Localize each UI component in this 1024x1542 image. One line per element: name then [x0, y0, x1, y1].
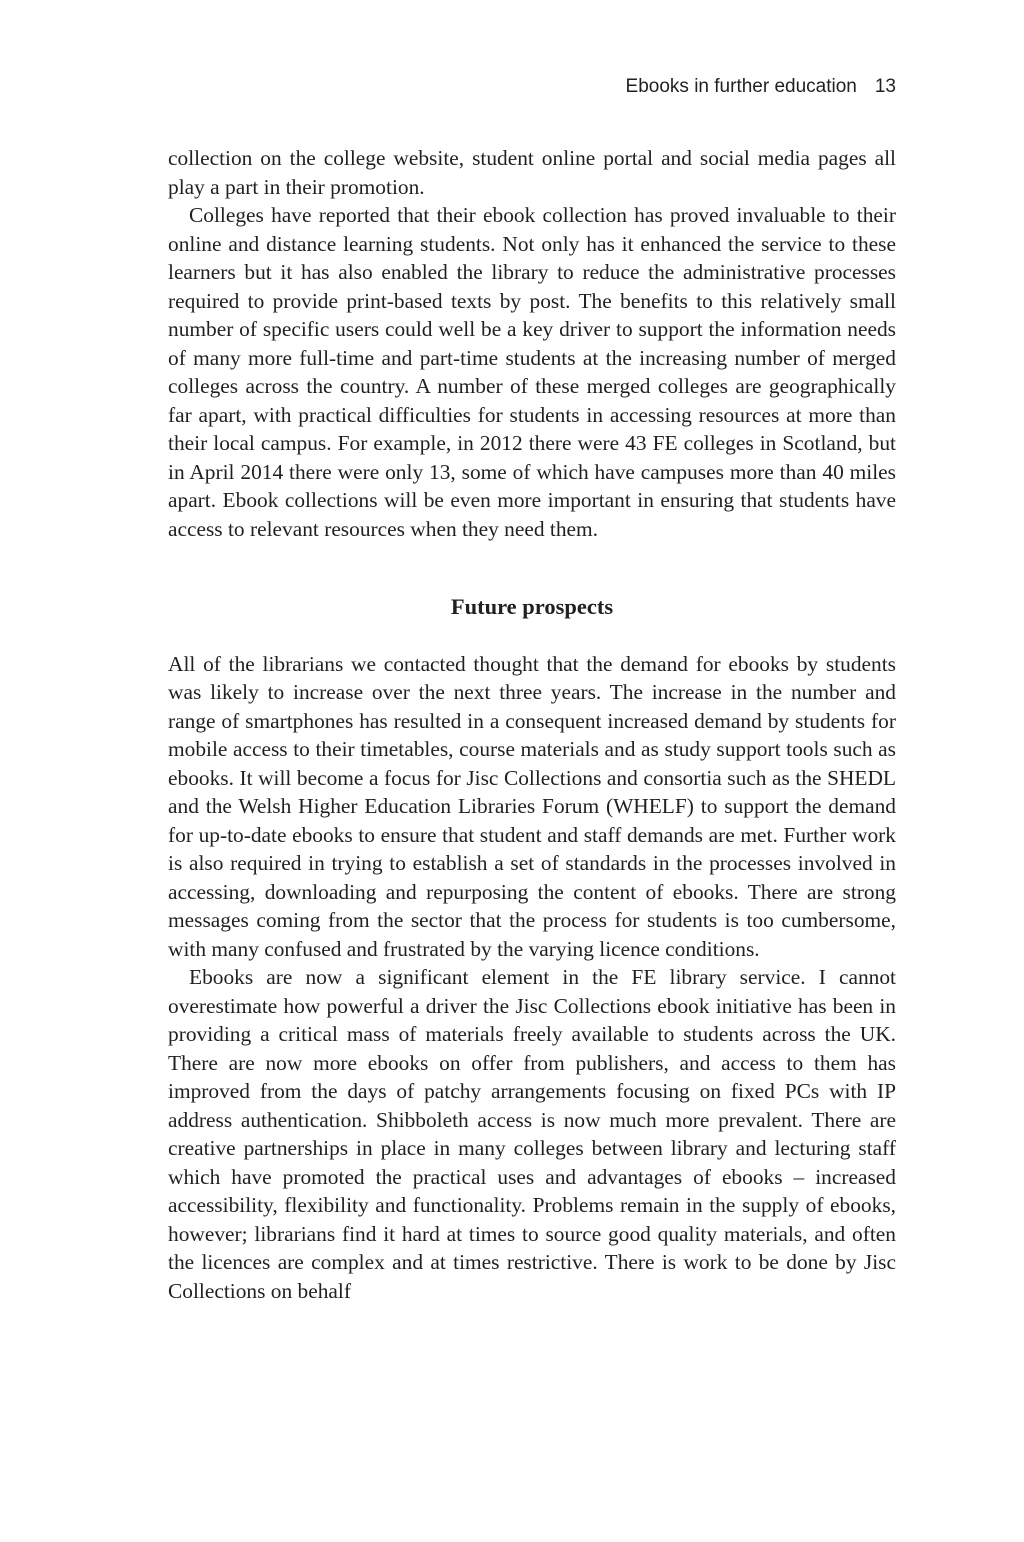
- section-heading: Future prospects: [450, 594, 614, 619]
- running-head-title: Ebooks in further education: [625, 76, 857, 97]
- paragraph-continued: collection on the college website, student online portal and social media pages all play a part in their promotion.: [168, 146, 896, 199]
- body-text: [168, 144, 896, 1305]
- running-head: [626, 74, 896, 100]
- page-number: 13: [874, 76, 896, 97]
- section-spacer: [168, 622, 896, 650]
- paragraph-distance-learning: Colleges have reported that their ebook collection has proved invaluable to their online and distance learning students. Not only has it enhanced the service to these learners but it has also enabled the library to reduce the administrative processes required to provide print-based texts by post. The benefits to this relatively small number of specific users could well be a key driver to support the information needs of many more full-time and part-time students at the increasing number of merged colleges across the country. A number of these merged colleges are geographically far apart, with practical difficulties for students in accessing resources at more than their local campus. For example, in 2012 there were 43 FE colleges in Scotland, but in April 2014 there were only 13, some of which have campuses more than 40 miles apart. Ebook collections will be even more important in ensuring that students have access to relevant resources when they need them.: [168, 203, 896, 541]
- section-spacer: [168, 543, 896, 593]
- paragraph-significance: Ebooks are now a significant element in the FE library service. I cannot overestimate how powerful a driver the Jisc Collections ebook initiative has been in providing a critical mass of materials freely available to students across the UK. There are now more ebooks on offer from publishers, and access to them has improved from the days of patchy arrangements focusing on fixed PCs with IP address authentication. Shibboleth access is now much more prevalent. There are creative partnerships in place in many colleges between library and lecturing staff which have promoted the practical uses and advantages of ebooks – increased accessibility, flexibility and functionality. Problems remain in the supply of ebooks, however; librarians find it hard at times to source good quality materials, and often the licences are complex and at times restrictive. There is work to be done by Jisc Collections on behalf: [168, 965, 896, 1303]
- paragraph-demand: All of the librarians we contacted thought that the demand for ebooks by students was likely to increase over the next three years. The increase in the number and range of smartphones has resulted in a consequent increased demand by students for mobile access to their timetables, course materials and as study support tools such as ebooks. It will become a focus for Jisc Collections and consortia such as the SHEDL and the Welsh Higher Education Libraries Forum (WHELF) to support the demand for up-to-date ebooks to ensure that student and staff demands are met. Further work is also required in trying to establish a set of standards in the processes involved in accessing, downloading and repurposing the content of ebooks. There are strong messages coming from the sector that the process for students is too cumbersome, with many confused and frustrated by the varying licence conditions.: [168, 651, 896, 961]
